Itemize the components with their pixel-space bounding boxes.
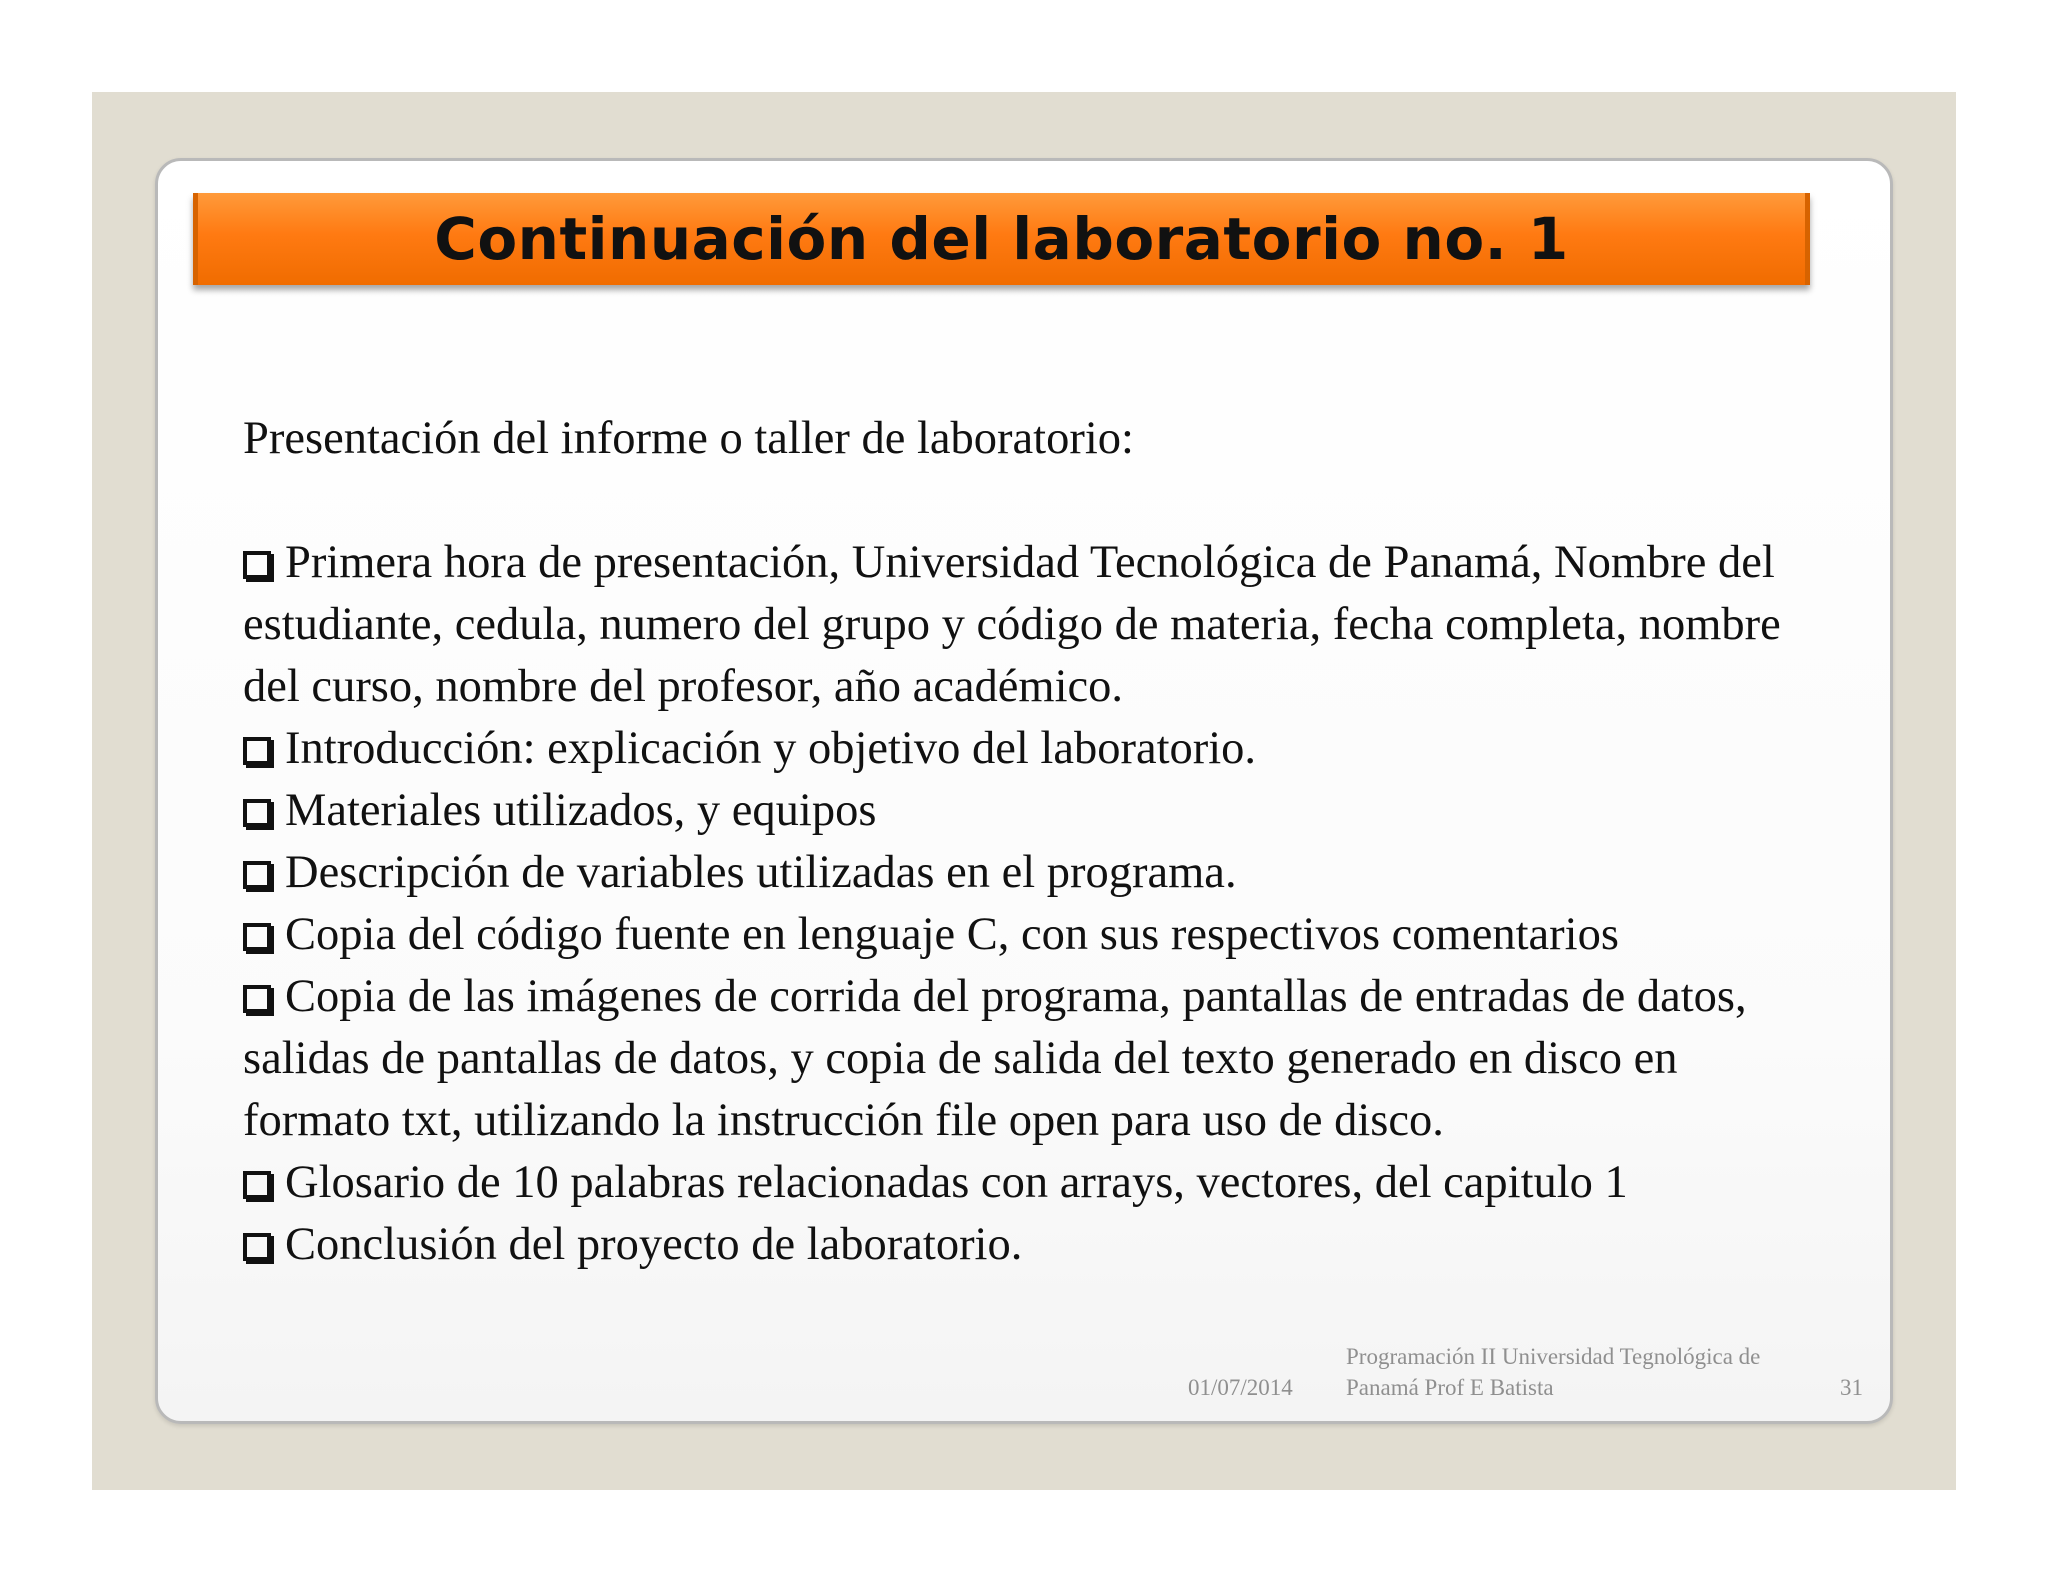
intro-text: Presentación del informe o taller de laboratorio: — [243, 413, 1134, 464]
list-item-text: Materiales utilizados, y equipos — [285, 785, 877, 836]
footer-date: 01/07/2014 — [1188, 1375, 1293, 1400]
list-item-text: Copia del código fuente en lenguaje C, con sus respectivos comentarios — [285, 909, 1619, 960]
list-item-text: Introducción: explicación y objetivo del laboratorio. — [285, 723, 1257, 774]
checkbox-square-icon — [243, 985, 271, 1013]
checkbox-square-icon — [243, 1171, 271, 1199]
list-item — [243, 532, 1803, 718]
list-item-text: Copia de las imágenes de corrida del programa, pantallas de entradas de datos, salidas de pantallas de datos, y copia de salida del texto generado en disco en formato txt, utilizando la instrucción file open para uso de disco. — [243, 971, 1747, 1146]
title-bar — [193, 193, 1810, 285]
checkbox-square-icon — [243, 799, 271, 827]
checkbox-square-icon — [243, 737, 271, 765]
checkbox-square-icon — [243, 551, 271, 579]
list-item — [243, 966, 1803, 1152]
list-item-text: Primera hora de presentación, Universidad Tecnológica de Panamá, Nombre del estudiante, cedula, numero del grupo y código de materia, fecha completa, nombre del curso, nombre del profesor, año académico. — [243, 537, 1781, 712]
list-item — [243, 1152, 1803, 1214]
checkbox-square-icon — [243, 861, 271, 889]
list-item — [243, 1214, 1803, 1276]
list-item — [243, 842, 1803, 904]
list-item — [243, 718, 1803, 780]
slide-body — [243, 408, 1803, 1276]
checkbox-square-icon — [243, 1233, 271, 1261]
list-item — [243, 780, 1803, 842]
list-item-text: Conclusión del proyecto de laboratorio. — [285, 1219, 1023, 1270]
slide-title: Continuación del laboratorio no. 1 — [434, 205, 1569, 273]
checkbox-square-icon — [243, 923, 271, 951]
list-item — [243, 904, 1803, 966]
list-item-text: Glosario de 10 palabras relacionadas con arrays, vectores, del capitulo 1 — [285, 1157, 1628, 1208]
list-item-text: Descripción de variables utilizadas en el programa. — [285, 847, 1237, 898]
footer-page-number: 31 — [1840, 1375, 1863, 1400]
footer-course: Programación II Universidad Tegnológica de Panamá Prof E Batista — [1346, 1344, 1761, 1400]
